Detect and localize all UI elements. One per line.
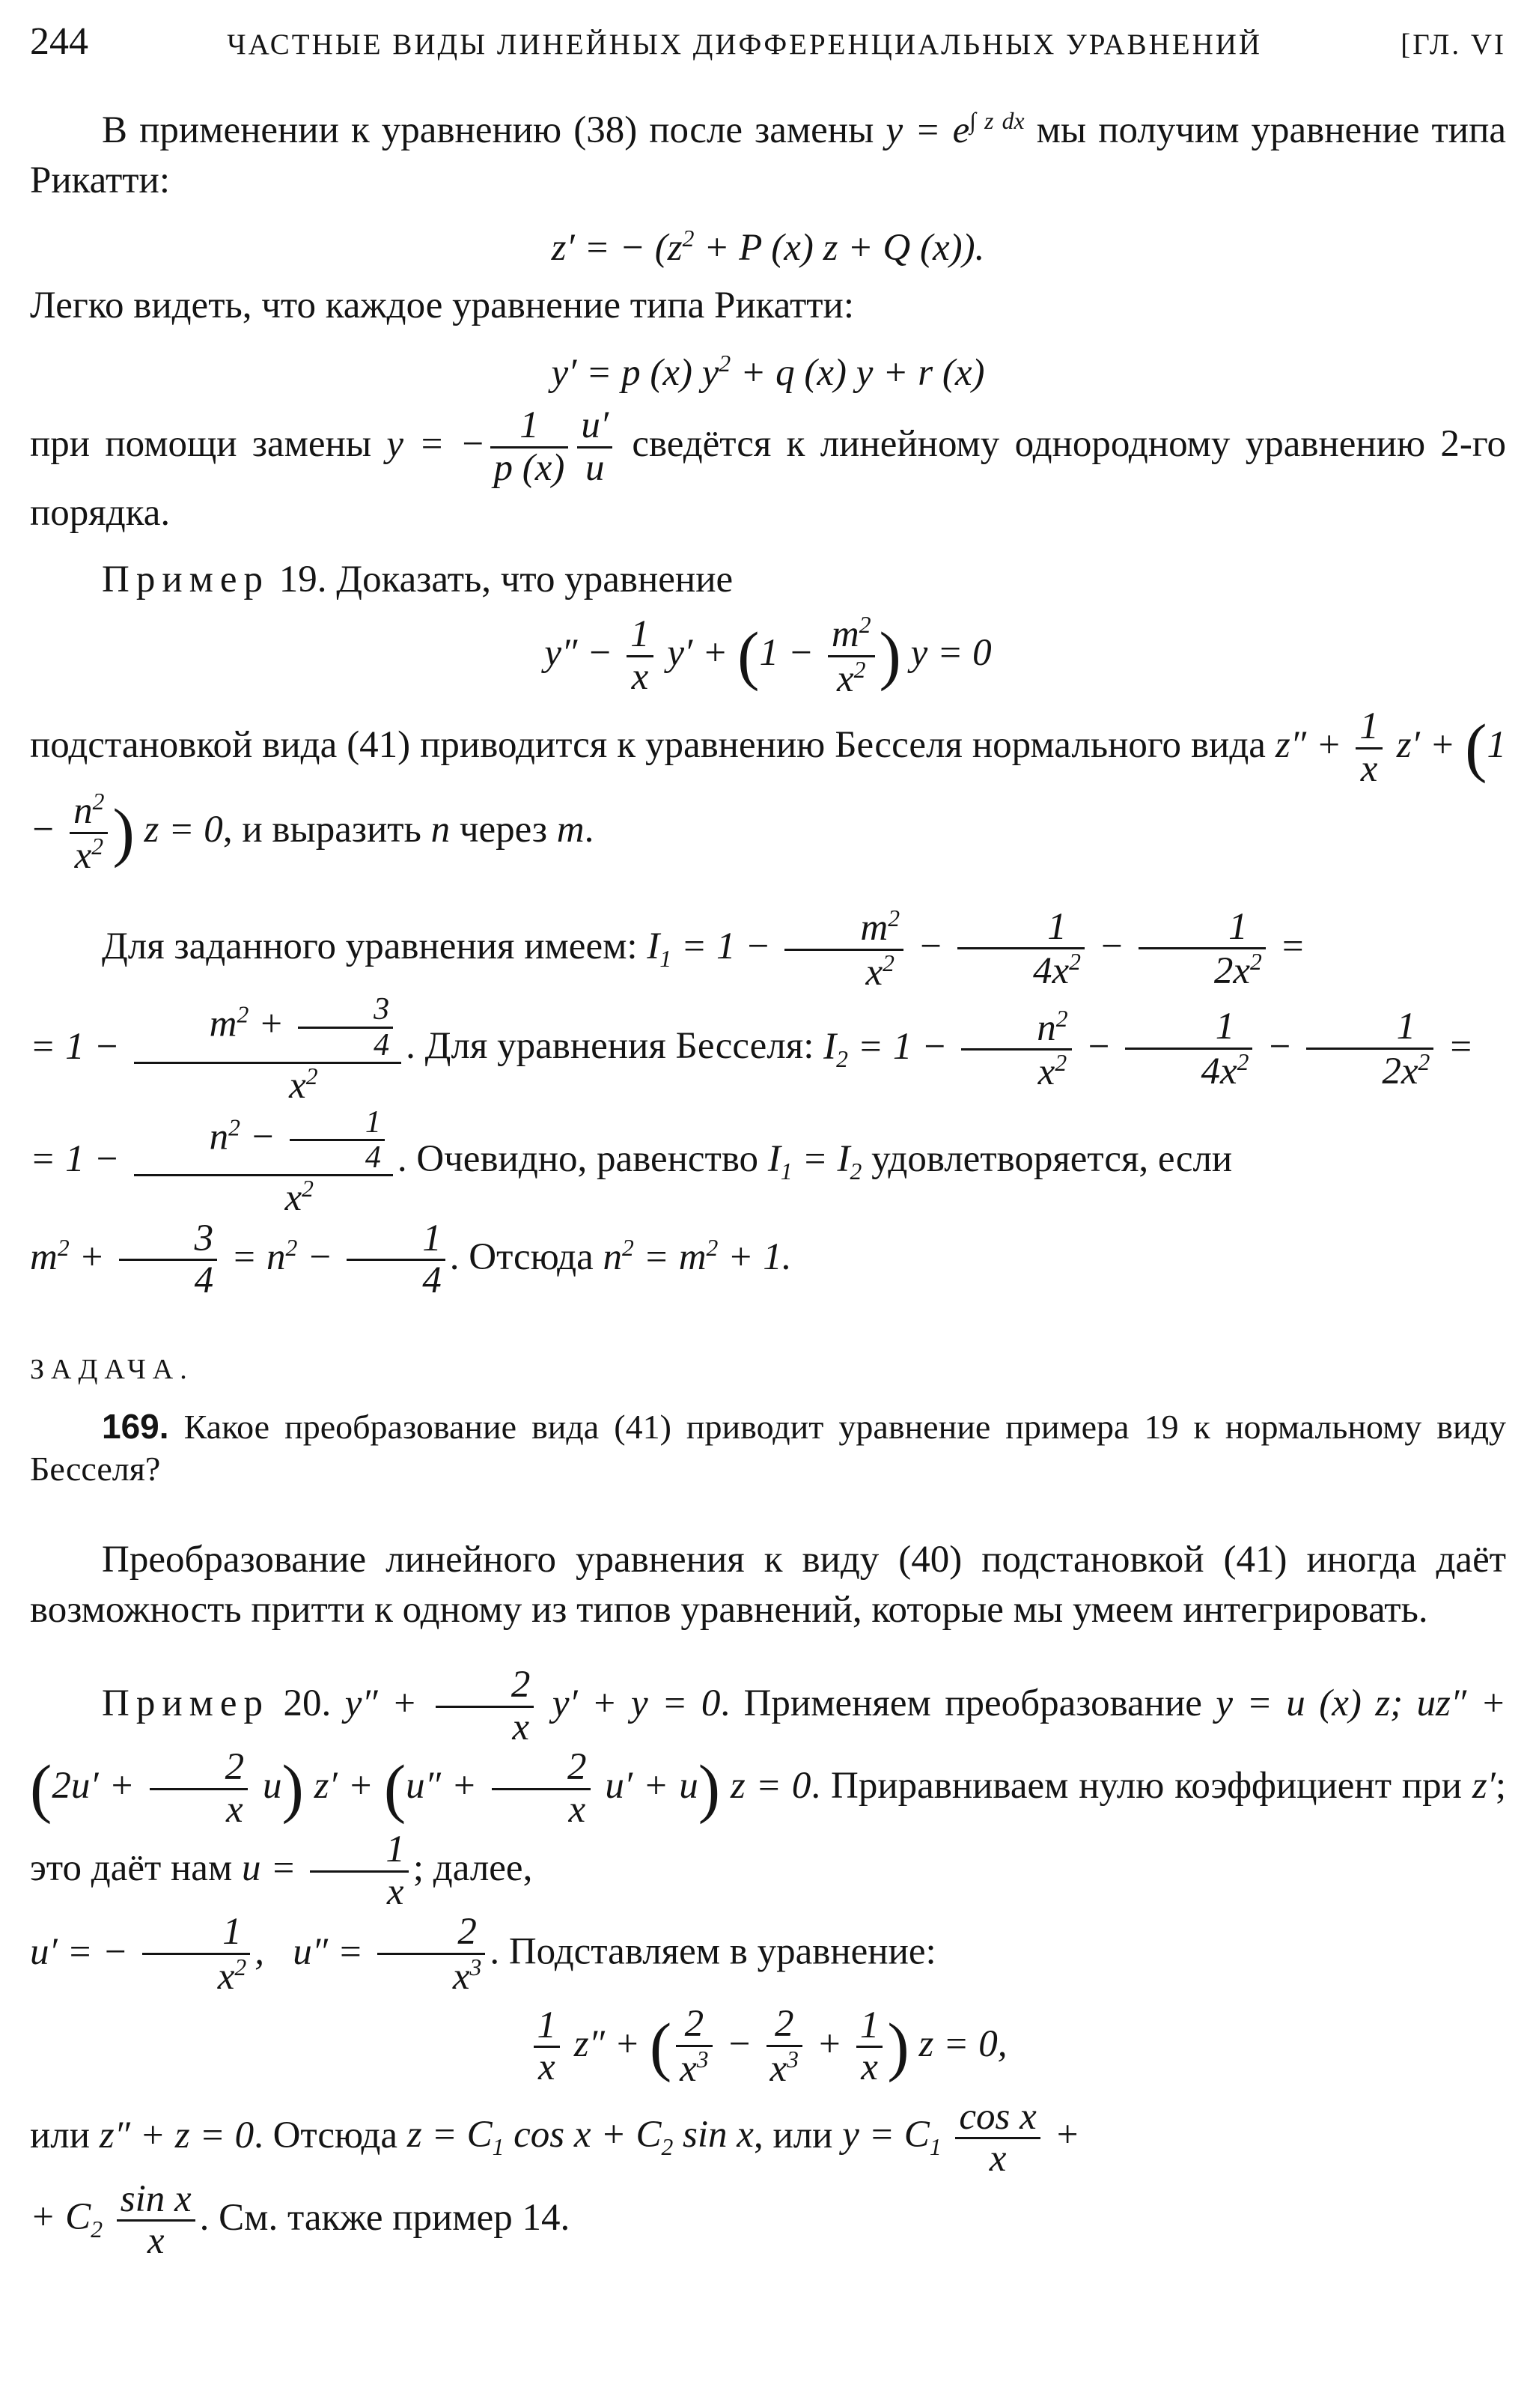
formula-example-20: y″ + $\frac{2}{x}$ y′ + y = 0	[344, 1664, 721, 1748]
paragraph-solution: или z″ + z = 0. Отсюда $z = C_1$ $\cos x + C_2$ sin x, или $y = C_1$ $\frac{\text{cos x}}{x}$ + + $C_2$ $\frac{\text{sin x}}{x}$ . См. также пример 14.	[30, 2095, 1080, 2263]
formula-riccati-z: z′ = − ($z^2 + P$ (x) z + Q (x)).	[551, 225, 985, 269]
formula-i1-result: = 1 − $m^2$ + $\frac{3}{4}$ $x^2$	[30, 1026, 406, 1068]
paragraph-invariants: Для заданного уравнения имеем: $I_1 = 1$ − $\frac{m^2}{x^2}$ − $\frac{1}{4x^2}$ − $\frac{1}{2x^2}$ = = 1 − $m^2$ + $\frac{3}{4}$ $x^2$ . Для уравнения Бесселя: $I_2 = 1$ − $\frac{n^2}{x^2}$ − $\frac{1}{4x^2}$ − $\frac{1}{2x^2}$ = = 1 − $n^2$ − $\frac{1}{4}$ $x^2$ . Очевидно, равенство $I_1 = I_2$ удовлетворяется, если $m^2$ + $\frac{3}{4}$ = $n^2$ − $\frac{1}{4}$ . Отсюда $n^2 = m^2 + 1$.	[30, 905, 1474, 1302]
paragraph-bessel-normal-form: подстановкой вида (41) приводится к уравнению Бесселя нормального вида z″ + $\frac{1}{x}$ z′ + (1 − $\frac{n^2}{x^2}$ ) z = 0, и выразить n через m.	[30, 705, 1506, 877]
formula-bessel: z″ + $\frac{1}{x}$ z′ + (1 − $\frac{n^2}{x^2}$ ) z = 0	[30, 705, 1506, 877]
task-169: 169. Какое преобразование вида (41) приводит уравнение примера 19 к нормальному виду Бесселя?	[30, 1407, 1506, 1489]
formula-transform: y = u (x) z; uz″ + (2u′ + $\frac{2}{x}$ u) z′ + (u″ + $\frac{2}{x}$ u′ + u) z = 0	[30, 1682, 1507, 1831]
formula-example-19: y″ − $\frac{1}{x}$ y′ + (1 − $\frac{m^2}{x^2}$ ) y = 0	[544, 612, 992, 700]
formula-replacement: y = − $\frac{1}{p (x)}$ $\frac{u'}{u}$	[386, 423, 617, 465]
task-label: ЗАДАЧА.	[30, 1354, 194, 1386]
formula-substituted: $\frac{1}{x}$ z″ + ( $\frac{2}{x^3}$ − $\frac{2}{x^3}$ + $\frac{1}{x}$ ) z = 0,	[30, 2004, 1506, 2089]
formula-derivatives: u′ = − $\frac{1}{x^2}$ , u″ = $\frac{2}{x^3}$	[30, 1931, 490, 1973]
page-number: 244	[30, 20, 88, 63]
formula-riccati-general: y′ = p (x) $y^2 + q$ (x) y + r (x)	[551, 350, 985, 394]
paragraph-easy-to-see: Легко видеть, что каждое уравнение типа Рикатти:	[30, 285, 854, 326]
formula-i2: $I_2 = 1$ − $\frac{n^2}{x^2}$ − $\frac{1}{4x^2}$ − $\frac{1}{2x^2}$ =	[823, 1005, 1474, 1094]
running-title: ЧАСТНЫЕ ВИДЫ ЛИНЕЙНЫХ ДИФФЕРЕНЦИАЛЬНЫХ УРАВНЕНИЙ	[227, 28, 1263, 61]
formula-condition: $m^2$ + $\frac{3}{4}$ = $n^2$ − $\frac{1}{4}$	[30, 1236, 450, 1278]
formula-z-equation: z″ + z = 0	[99, 2114, 255, 2156]
paragraph-reduction: при помощи замены y = − $\frac{1}{p (x)}$ $\frac{u'}{u}$ сведётся к линейному однородному уравнению 2-го порядка.	[30, 404, 1506, 535]
page-header	[30, 16, 1506, 79]
formula-substitution: $y = e^{\int z dx}$	[886, 108, 1025, 151]
formula-y-solution-cont: + $C_2$ $\frac{\text{sin x}}{x}$	[30, 2196, 200, 2238]
formula-result: $n^2 = m^2 + 1$.	[603, 1234, 792, 1278]
formula-equality: $I_1 = I_2$	[767, 1138, 862, 1185]
formula-i2-result: = 1 − $n^2$ − $\frac{1}{4}$ $x^2$	[30, 1138, 397, 1180]
formula-y-solution: $y = C_1$ $\frac{\text{cos x}}{x}$ +	[842, 2095, 1080, 2180]
formula-u: u = $\frac{1}{x}$	[242, 1847, 413, 1889]
example-20: Пример 20. y″ + $\frac{2}{x}$ y′ + y = 0. Применяем преобразование y = u (x) z; uz″ + (2u′ + $\frac{2}{x}$ u) z′ + (u″ + $\frac{2}{x}$ u′ + u) z = 0. Приравниваем нулю коэффициент при z′; это даёт нам u = $\frac{1}{x}$ ; далее, u′ = − $\frac{1}{x^2}$ , u″ = $\frac{2}{x^3}$ . Подставляем в уравнение:	[30, 1664, 1507, 1998]
paragraph-transformation: Преобразование линейного уравнения к виду (40) подстановкой (41) иногда даёт возможность притти к одному из типов уравнений, которые мы умеем интегрировать.	[30, 1539, 1506, 1632]
paragraph-riccati-substitution: В применении к уравнению (38) после замены $y = e^{\int z dx}$ мы получим уравнение типа Рикатти:	[30, 108, 1506, 201]
formula-z-solution: $z = C_1$ $\cos x + C_2$ sin x	[406, 2114, 754, 2161]
formula-i1: $I_1 = 1$ − $\frac{m^2}{x^2}$ − $\frac{1}{4x^2}$ − $\frac{1}{2x^2}$ =	[647, 905, 1305, 994]
chapter-label: [ГЛ. VI	[1401, 28, 1506, 61]
example-19-heading: Пример 19. Доказать, что уравнение	[102, 559, 734, 601]
